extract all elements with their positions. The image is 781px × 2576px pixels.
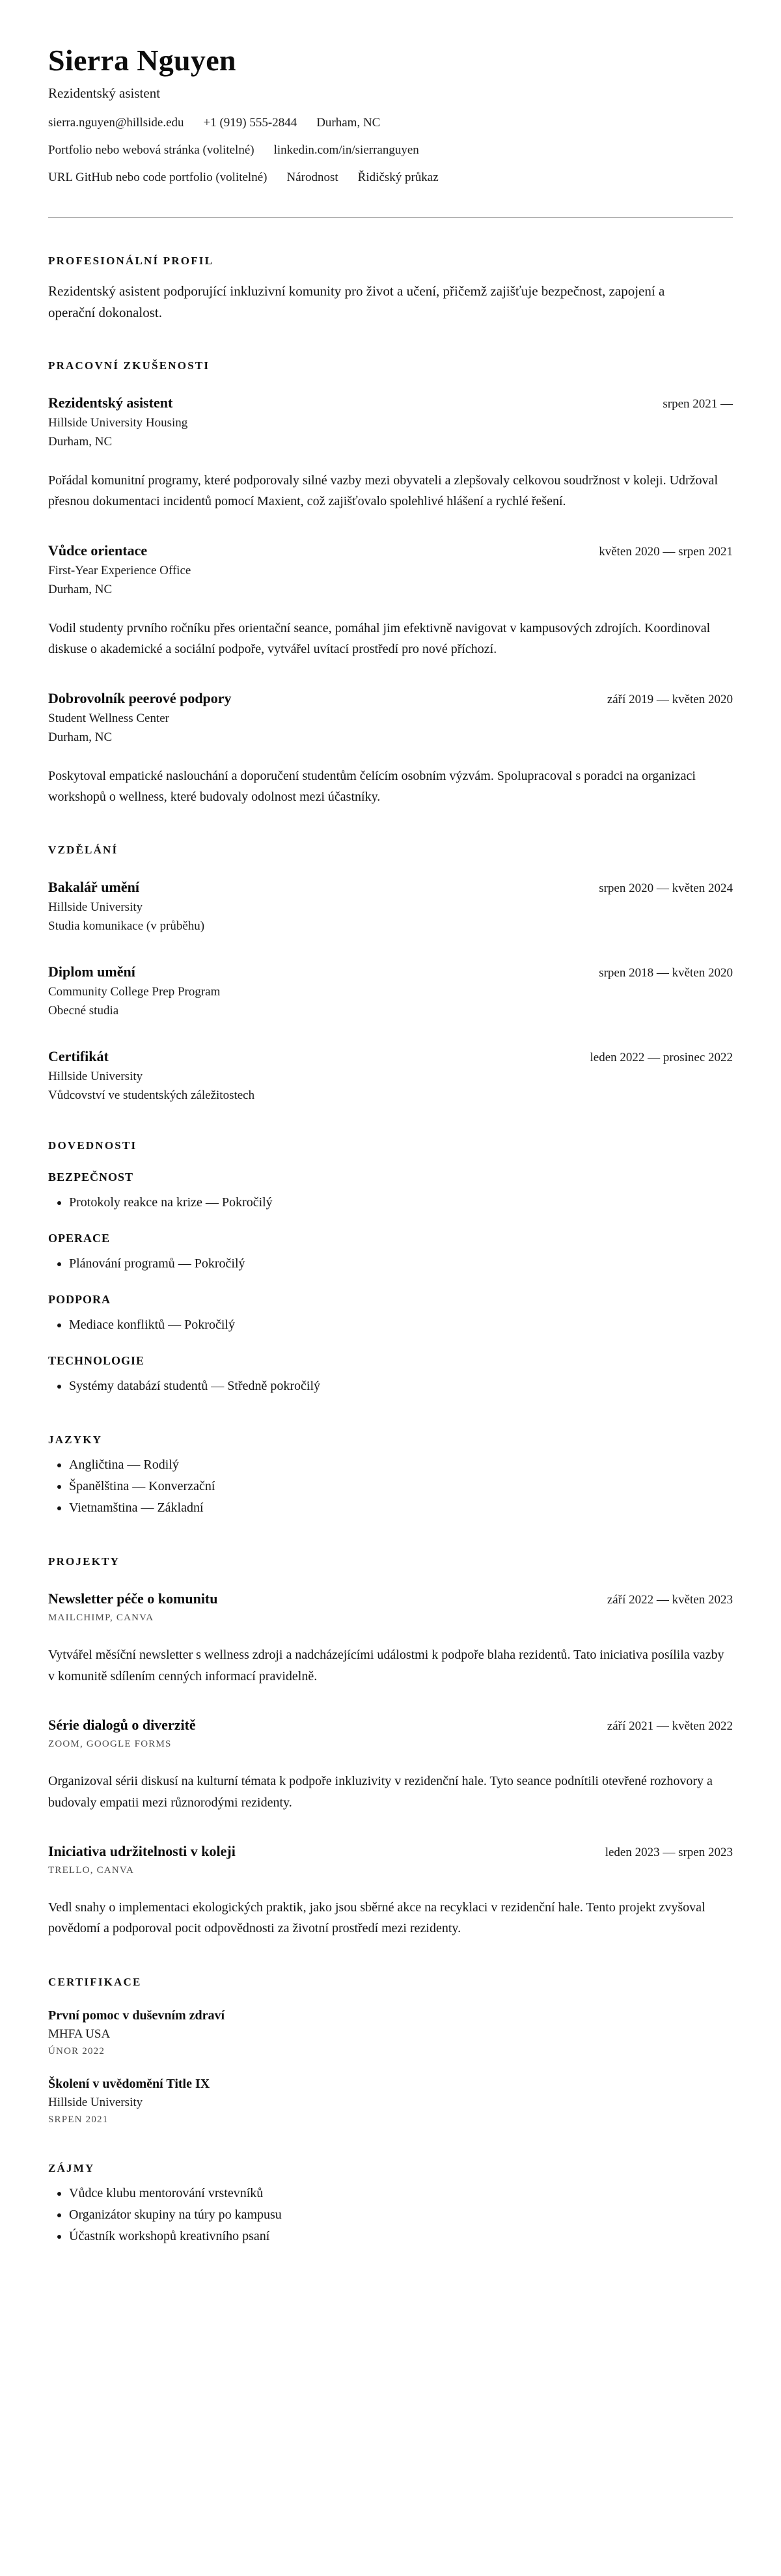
- languages-heading: JAZYKY: [48, 1433, 103, 1447]
- education-heading: VZDĚLÁNÍ: [48, 844, 118, 857]
- certification-issuer: MHFA USA: [48, 2027, 111, 2041]
- certification-title: Školení v uvědomění Title IX: [48, 2076, 210, 2091]
- field-of-study: Vůdcovství ve studentských záležitostech: [48, 1088, 255, 1103]
- interest-item: • Organizátor skupiny na túry po kampusu: [69, 2204, 733, 2226]
- section-skills: [48, 1139, 733, 1397]
- portfolio-text: Portfolio nebo webová stránka (volitelné): [48, 143, 254, 157]
- language-list: [48, 1454, 733, 1519]
- profile-text: Rezidentský asistent podporující inkluzivní komunity pro život a učení, přičemž zajišťuje bezpečnost, zapojení a operační dokonalost.: [48, 283, 665, 320]
- project-tools: ZOOM, GOOGLE FORMS: [48, 1739, 172, 1750]
- job-location: Durham, NC: [48, 582, 113, 596]
- candidate-title: Rezidentský asistent: [48, 85, 161, 101]
- job-title: Vůdce orientace: [48, 542, 148, 559]
- skill-group: [48, 1354, 733, 1397]
- skill-item: • Systémy databází studentů — Středně pokročilý: [69, 1376, 733, 1397]
- job-description: Poskytoval empatické naslouchání a doporučení studentům čelícím osobním výzvám. Spolupracoval s poradci na organizaci workshopů o wellness, které budovaly odolnost mezi účastníky.: [48, 768, 696, 805]
- project-title: Iniciativa udržitelnosti v koleji: [48, 1843, 236, 1859]
- projects-heading: PROJEKTY: [48, 1555, 120, 1568]
- job-entry: [48, 542, 733, 660]
- education-header: [48, 1048, 733, 1065]
- certification-issuer: Hillside University: [48, 2095, 143, 2109]
- job-entry: [48, 395, 733, 512]
- education-entry: [48, 879, 733, 934]
- job-dates: květen 2020 — srpen 2021: [599, 544, 733, 559]
- job-title: Dobrovolník peerové podpory: [48, 689, 232, 706]
- job-dates: srpen 2021 —: [663, 397, 733, 411]
- job-header: [48, 395, 733, 411]
- language-item: • Vietnamština — Základní: [69, 1497, 733, 1519]
- skill-list: [48, 1253, 733, 1275]
- school-name: Hillside University: [48, 1070, 143, 1084]
- phone-text: +1 (919) 555-2844: [203, 116, 297, 130]
- experience-heading: PRACOVNÍ ZKUŠENOSTI: [48, 359, 210, 372]
- job-dates: září 2019 — květen 2020: [607, 692, 733, 706]
- project-entry: [48, 1843, 733, 1939]
- job-description: Vodil studenty prvního ročníku přes orientační seance, pomáhal jim efektivně navigovat v kampusových zdrojích. Koordinoval diskuse o akademické a sociální podpoře, vytvářel uvítací prostředí pro nové příchozí.: [48, 620, 711, 657]
- header-divider: [48, 217, 733, 218]
- job-company: Student Wellness Center: [48, 711, 169, 725]
- nationality-text: Národnost: [286, 171, 338, 184]
- project-description: Vytvářel měsíční newsletter s wellness zdroji a nadcházejícími událostmi k podpoře blaha rezidentů. Tato iniciativa posílila vazby v komunitě sdílením cenných informací pravidelně.: [48, 1648, 724, 1683]
- skill-list: [48, 1314, 733, 1336]
- project-dates: leden 2023 — srpen 2023: [605, 1846, 733, 1859]
- project-title: Newsletter péče o komunitu: [48, 1590, 218, 1607]
- degree-title: Diplom umění: [48, 963, 135, 980]
- education-entry: [48, 963, 733, 1018]
- interests-heading: ZÁJMY: [48, 2161, 95, 2174]
- section-education: [48, 844, 733, 1103]
- field-of-study: Studia komunikace (v průběhu): [48, 919, 205, 934]
- certification-date: ÚNOR 2022: [48, 2045, 105, 2057]
- skill-group-name: TECHNOLOGIE: [48, 1354, 145, 1368]
- certification-entry: [48, 2008, 733, 2057]
- project-header: [48, 1590, 733, 1607]
- project-tools: MAILCHIMP, CANVA: [48, 1613, 154, 1624]
- interest-item: • Vůdce klubu mentorování vrstevníků: [69, 2183, 733, 2204]
- location-text: Durham, NC: [316, 116, 381, 130]
- section-experience: [48, 359, 733, 807]
- interest-list: [48, 2183, 733, 2247]
- certifications-heading: CERTIFIKACE: [48, 1975, 142, 1988]
- job-entry: [48, 690, 733, 808]
- education-header: [48, 963, 733, 980]
- degree-title: Bakalář umění: [48, 879, 139, 896]
- job-location: Durham, NC: [48, 730, 113, 744]
- candidate-name: Sierra Nguyen: [48, 44, 236, 77]
- certification-title: První pomoc v duševním zdraví: [48, 2008, 225, 2023]
- skill-list: [48, 1376, 733, 1397]
- project-tools: TRELLO, CANVA: [48, 1865, 134, 1876]
- skill-group-name: BEZPEČNOST: [48, 1170, 134, 1184]
- job-location: Durham, NC: [48, 435, 113, 449]
- school-name: Community College Prep Program: [48, 985, 221, 999]
- project-description: Vedl snahy o implementaci ekologických praktik, jako jsou sběrné akce na recyklaci v rezidenční hale. Tento projekt zvyšoval povědomí a podporoval pocit odpovědnosti za životní prostředí mezi rezidenty.: [48, 1900, 706, 1936]
- certification-entry: [48, 2077, 733, 2126]
- project-entry: [48, 1590, 733, 1687]
- degree-title: Certifikát: [48, 1048, 109, 1065]
- job-description: Pořádal komunitní programy, které podporovaly silné vazby mezi obyvateli a zlepšovaly celkovou soudržnost v koleji. Udržoval přesnou dokumentaci incidentů pomocí Maxient, což zajišťovalo spolehlivé hlášení a rychlé řešení.: [48, 473, 718, 509]
- skill-group: [48, 1293, 733, 1336]
- job-header: [48, 690, 733, 707]
- skill-group-name: PODPORA: [48, 1293, 111, 1307]
- linkedin-text: linkedin.com/in/sierranguyen: [273, 143, 419, 157]
- section-interests: [48, 2162, 733, 2247]
- skill-group-name: OPERACE: [48, 1232, 111, 1245]
- education-dates: srpen 2020 — květen 2024: [599, 881, 733, 896]
- profile-heading: PROFESIONÁLNÍ PROFIL: [48, 255, 214, 267]
- school-name: Hillside University: [48, 900, 143, 915]
- job-company: Hillside University Housing: [48, 416, 188, 430]
- skill-item: • Plánování programů — Pokročilý: [69, 1253, 733, 1275]
- skill-item: • Mediace konfliktů — Pokročilý: [69, 1314, 733, 1336]
- education-entry: [48, 1048, 733, 1103]
- field-of-study: Obecné studia: [48, 1004, 119, 1018]
- job-title: Rezidentský asistent: [48, 395, 173, 411]
- skill-item: • Protokoly reakce na krize — Pokročilý: [69, 1192, 733, 1213]
- language-item: • Angličtina — Rodilý: [69, 1454, 733, 1476]
- contact-line-3: [48, 171, 733, 185]
- education-dates: leden 2022 — prosinec 2022: [590, 1051, 733, 1065]
- education-header: [48, 879, 733, 896]
- education-dates: srpen 2018 — květen 2020: [599, 966, 733, 980]
- section-profile: [48, 255, 733, 323]
- job-company: First-Year Experience Office: [48, 563, 191, 577]
- section-certifications: [48, 1976, 733, 2126]
- project-dates: září 2022 — květen 2023: [607, 1593, 733, 1607]
- skill-group: [48, 1232, 733, 1275]
- language-item: • Španělština — Konverzační: [69, 1476, 733, 1497]
- job-header: [48, 542, 733, 559]
- contact-line-2: [48, 143, 733, 158]
- skill-list: [48, 1192, 733, 1213]
- skills-heading: DOVEDNOSTI: [48, 1139, 137, 1152]
- github-text: URL GitHub nebo code portfolio (volitelné): [48, 171, 267, 184]
- project-description: Organizoval sérii diskusí na kulturní témata k podpoře inkluzivity v rezidenční hale. Tyto seance podnítili otevřené rozhovory a budovaly empatii mezi různorodými rezidenty.: [48, 1774, 713, 1810]
- section-projects: [48, 1555, 733, 1939]
- project-entry: [48, 1717, 733, 1813]
- resume-header: [48, 43, 733, 185]
- certification-date: SRPEN 2021: [48, 2114, 109, 2125]
- project-header: [48, 1843, 733, 1860]
- interest-item: • Účastník workshopů kreativního psaní: [69, 2226, 733, 2247]
- project-header: [48, 1717, 733, 1734]
- contact-line-1: [48, 116, 733, 130]
- project-title: Série dialogů o diverzitě: [48, 1717, 196, 1734]
- section-languages: [48, 1433, 733, 1519]
- drivers-license-text: Řidičský průkaz: [357, 171, 439, 184]
- project-dates: září 2021 — květen 2022: [607, 1719, 733, 1734]
- skill-group: [48, 1170, 733, 1213]
- email-text: sierra.nguyen@hillside.edu: [48, 116, 184, 130]
